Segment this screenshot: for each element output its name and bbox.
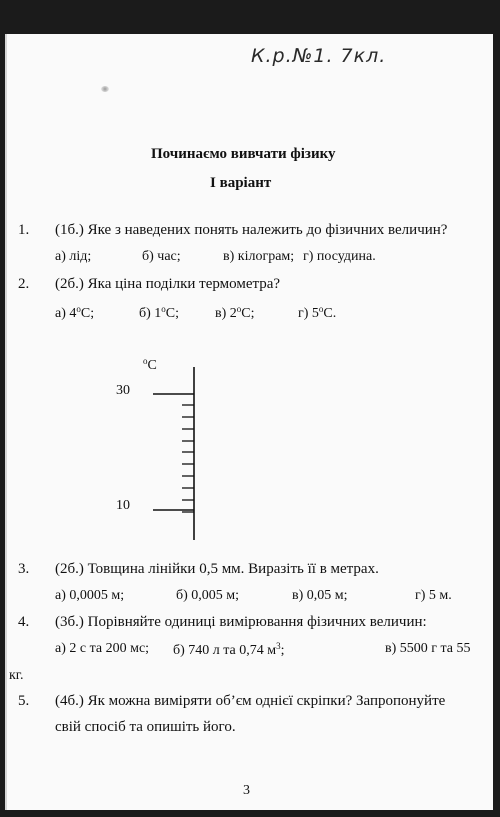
thermometer-scale — [145, 364, 205, 544]
answer-option: в) кілограм; — [223, 249, 295, 264]
question-text-continuation: свій спосіб та опишіть його. — [55, 719, 236, 735]
answer-option: в) 0,05 м; — [292, 588, 348, 603]
question-text: (4б.) Як можна виміряти об’єм однієї скріпки? Запропонуйте — [55, 693, 446, 709]
answer-option: в) 5500 г та 55 — [385, 641, 471, 656]
answer-option: г) 5 м. — [415, 588, 452, 603]
question-text: (1б.) Яке з наведених понять належить до фізичних величин? — [55, 222, 448, 238]
answer-option: б) час; — [142, 249, 181, 264]
question-text: (2б.) Товщина лінійки 0,5 мм. Виразіть її в метрах. — [55, 561, 379, 577]
question-number: 5. — [18, 693, 30, 709]
answer-option: б) 740 л та 0,74 $м^3$; — [173, 641, 285, 658]
answer-option: б) $1^оС$; — [139, 304, 180, 321]
page-title: Починаємо вивчати фізику — [151, 146, 336, 162]
answer-option: а) $4^оС$; — [55, 304, 95, 321]
answer-option: в) $2^оС$; — [215, 304, 255, 321]
question-text: (3б.) Порівняйте одиниці вимірювання фізичних величин: — [55, 614, 427, 630]
answer-option: б) 0,005 м; — [176, 588, 240, 603]
thermometer-label-30: 30 — [116, 383, 130, 398]
thermometer-label-10: 10 — [116, 498, 130, 513]
ink-spot — [101, 86, 109, 92]
page-edge-shadow — [5, 34, 7, 810]
answer-continuation: кг. — [9, 668, 24, 683]
answer-option: г) посудина. — [303, 249, 376, 264]
question-number: 2. — [18, 276, 30, 292]
answer-option: а) 2 с та 200 мс; — [55, 641, 150, 656]
question-number: 4. — [18, 614, 30, 630]
page-number: 3 — [243, 783, 250, 798]
question-number: 3. — [18, 561, 30, 577]
question-number: 1. — [18, 222, 30, 238]
variant-title: І варіант — [210, 175, 272, 191]
answer-option: г) $5^оС$. — [298, 304, 337, 321]
question-text: (2б.) Яка ціна поділки термометра? — [55, 276, 281, 292]
answer-option: а) 0,0005 м; — [55, 588, 125, 603]
handwritten-note: К.р.№1. 7кл. — [251, 45, 387, 67]
thermometer-unit-label: $^о$С — [143, 356, 157, 373]
answer-option: а) лід; — [55, 249, 92, 264]
worksheet-page — [5, 34, 493, 810]
